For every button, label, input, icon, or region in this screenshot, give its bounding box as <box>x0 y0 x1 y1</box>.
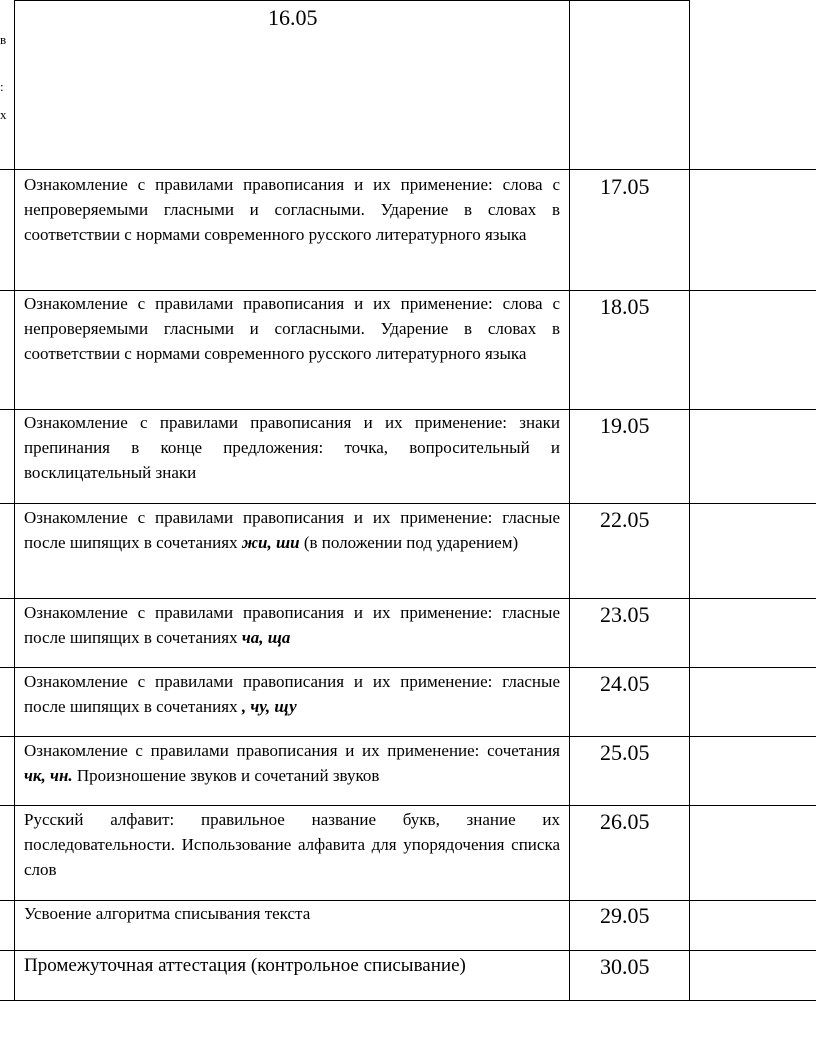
lesson-date: 30.05 <box>600 954 650 979</box>
emphasized-letters: жи, ши <box>241 533 300 552</box>
lesson-date: 24.05 <box>600 671 650 696</box>
lesson-topic: Ознакомление с правилами правописания и их применение: знаки препинания в конце предложения: точка, вопросительный и восклицательный знаки <box>24 413 560 482</box>
lesson-date: 22.05 <box>600 507 650 532</box>
cut-off-text: в <box>0 32 7 47</box>
table-border-topic-date <box>569 0 570 1001</box>
lesson-topic: Ознакомление с правилами правописания и их применение: слова с непроверяемыми гласными и согласными. Ударение в словах в соответствии с нормами современного русского литературного языка <box>24 294 560 363</box>
lesson-topic: Усвоение алгоритма списывания текста <box>24 904 311 923</box>
table-border-date-notes <box>689 0 690 1001</box>
emphasized-letters: чк, чн. <box>24 766 73 785</box>
lesson-date: 19.05 <box>600 413 650 438</box>
row-divider <box>0 950 816 951</box>
lesson-topic: Промежуточная аттестация (контрольное списывание) <box>24 955 466 976</box>
lesson-date: 26.05 <box>600 809 650 834</box>
lesson-date: 18.05 <box>600 294 650 319</box>
row-divider <box>0 598 816 599</box>
row-divider <box>0 667 816 668</box>
lesson-date: 16.05 <box>268 5 318 30</box>
table-border-left <box>14 0 15 1001</box>
lesson-date: 23.05 <box>600 602 650 627</box>
row-divider <box>0 736 816 737</box>
row-divider <box>0 169 816 170</box>
emphasized-letters: , чу, щу <box>241 697 297 716</box>
lesson-date: 29.05 <box>600 903 650 928</box>
emphasized-letters: ча, ща <box>241 628 291 647</box>
cut-off-text: х <box>0 107 7 122</box>
row-divider <box>0 503 816 504</box>
lesson-topic: Ознакомление с правилами правописания и их применение: гласные после шипящих в сочетаниях , чу, щу <box>24 672 560 716</box>
lesson-topic: Ознакомление с правилами правописания и их применение: сочетания чк, чн. Произношение звуков и сочетаний звуков <box>24 741 560 785</box>
lesson-date: 17.05 <box>600 174 650 199</box>
lesson-topic: Ознакомление с правилами правописания и их применение: гласные после шипящих в сочетаниях жи, ши (в положении под ударением) <box>24 508 560 552</box>
row-divider <box>0 805 816 806</box>
lesson-topic: Русский алфавит: правильное название букв, знание их последовательности. Использование алфавита для упорядочения списка слов <box>24 810 560 879</box>
lesson-topic: Ознакомление с правилами правописания и их применение: гласные после шипящих в сочетаниях ча, ща <box>24 603 560 647</box>
lesson-topic: Ознакомление с правилами правописания и их применение: слова с непроверяемыми гласными и согласными. Ударение в словах в соответствии с нормами современного русского литературного языка <box>24 175 560 244</box>
table-border-bottom <box>0 1000 816 1001</box>
cut-off-text: : <box>0 79 4 94</box>
lesson-date: 25.05 <box>600 740 650 765</box>
row-divider <box>14 0 690 1</box>
